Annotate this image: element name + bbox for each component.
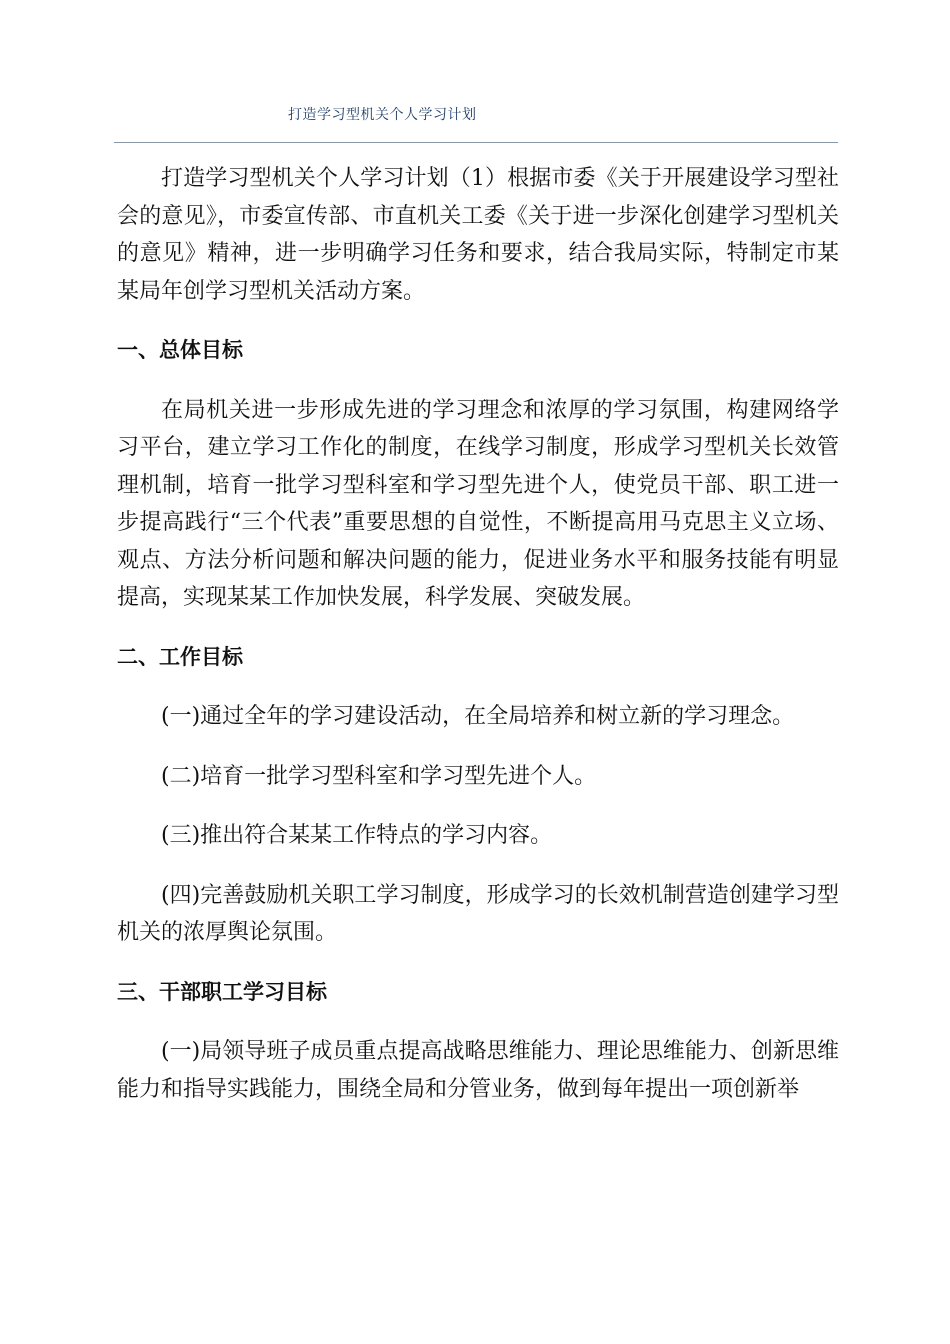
spacer bbox=[117, 952, 839, 974]
section-3-item-1: (一)局领导班子成员重点提高战略思维能力、理论思维能力、创新思维能力和指导实践能力，围绕全局和分管业务，做到每年提出一项创新举 bbox=[117, 1039, 839, 1102]
section-2-item-1: (一)通过全年的学习建设活动，在全局培养和树立新的学习理念。 bbox=[161, 704, 795, 729]
section-heading-2: 二、工作目标 bbox=[117, 644, 243, 669]
section-heading-1: 一、总体目标 bbox=[117, 338, 243, 362]
spacer bbox=[117, 676, 839, 698]
header-divider bbox=[114, 142, 838, 143]
spacer bbox=[117, 310, 839, 332]
running-header-title: 打造学习型机关个人学习计划 bbox=[288, 107, 477, 123]
spacer bbox=[117, 617, 839, 639]
spacer bbox=[117, 1011, 839, 1033]
spacer bbox=[117, 736, 839, 758]
section-2-item-3: (三)推出符合某某工作特点的学习内容。 bbox=[161, 823, 553, 848]
spacer bbox=[117, 370, 839, 392]
intro-paragraph: 打造学习型机关个人学习计划（1）根据市委《关于开展建设学习型社会的意见》，市委宣传部、市直机关工委《关于进一步深化创建学习型机关的意见》精神，进一步明确学习任务和要求，结合我局实际，特制定市某某局年创学习型机关活动方案。 bbox=[117, 166, 839, 304]
section-2-item-4: (四)完善鼓励机关职工学习制度，形成学习的长效机制营造创建学习型机关的浓厚舆论氛围。 bbox=[117, 882, 839, 945]
spacer bbox=[117, 795, 839, 817]
section-heading-3: 三、干部职工学习目标 bbox=[117, 979, 327, 1004]
spacer bbox=[117, 855, 839, 877]
section-2-item-2: (二)培育一批学习型科室和学习型先进个人。 bbox=[161, 763, 597, 789]
document-body bbox=[117, 160, 839, 1108]
section-1-paragraph: 在局机关进一步形成先进的学习理念和浓厚的学习氛围，构建网络学习平台，建立学习工作化的制度，在线学习制度，形成学习型机关长效管理机制，培育一批学习型科室和学习型先进个人，使党员干部、职工进一步提高践行“三个代表”重要思想的自觉性，不断提高用马克思主义立场、观点、方法分析问题和解决问题的能力，促进业务水平和服务技能有明显提高，实现某某工作加快发展，科学发展、突破发展。 bbox=[117, 397, 839, 610]
